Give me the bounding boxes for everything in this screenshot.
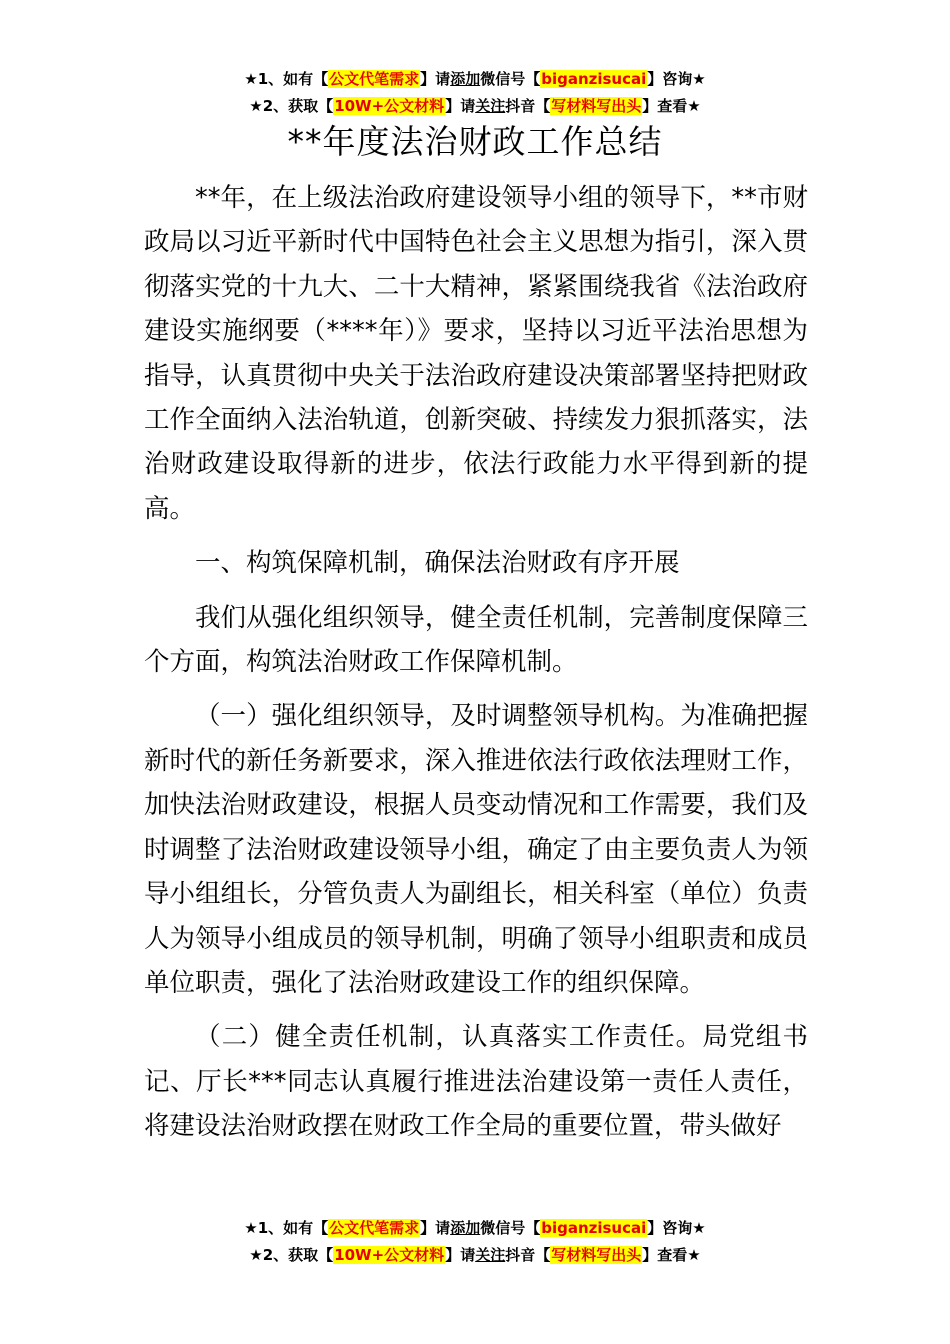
paragraph-intro: **年，在上级法治政府建设领导小组的领导下，**市财政局以习近平新时代中国特色社会主义思想为指引，深入贯彻落实党的十九大、二十大精神，紧紧围绕我省《法治政府建设实施纲要（****年）》要求，坚持以习近平法治思想为指导，认真贯彻中央关于法治政府建设决策部署坚持把财政工作全面纳入法治轨道，创新突破、持续发力狠抓落实，法治财政建设取得新的进步，依法行政能力水平得到新的提高。 <box>144 183 808 524</box>
top-banner <box>0 66 950 120</box>
banner-line-1: ★1、如有【公文代笔需求】请添加微信号【biganzisucai】咨询★ <box>244 70 706 88</box>
banner-line-1: ★1、如有【公文代笔需求】请添加微信号【biganzisucai】咨询★ <box>244 1219 706 1237</box>
document-title: **年度法治财政工作总结 <box>287 122 663 161</box>
document-body <box>144 176 808 1159</box>
highlight-materials: 10W+公文材料 <box>334 97 445 115</box>
paragraph-section-1-summary: 我们从强化组织领导，健全责任机制，完善制度保障三个方面，构筑法治财政工作保障机制。 <box>144 602 808 678</box>
paragraph-subsection-1: （一）强化组织领导，及时调整领导机构。为准确把握新时代的新任务新要求，深入推进依法行政依法理财工作，加快法治财政建设，根据人员变动情况和工作需要，我们及时调整了法治财政建设领导小组，确定了由主要负责人为领导小组组长，分管负责人为副组长，相关科室（单位）负责人为领导小组成员的领导机制，明确了领导小组职责和成员单位职责，强化了法治财政建设工作的组织保障。 <box>144 701 808 998</box>
paragraph-subsection-2: （二）健全责任机制，认真落实工作责任。局党组书记、厅长***同志认真履行推进法治建设第一责任人责任，将建设法治财政摆在财政工作全局的重要位置，带头做好 <box>144 1022 808 1142</box>
banner-line-2: ★2、获取【10W+公文材料】请关注抖音【写材料写出头】查看★ <box>249 97 701 115</box>
highlight-wechat-id: biganzisucai <box>541 1219 647 1237</box>
banner-line-2: ★2、获取【10W+公文材料】请关注抖音【写材料写出头】查看★ <box>249 1246 701 1264</box>
heading-section-1: 一、构筑保障机制，确保法治财政有序开展 <box>195 548 680 579</box>
highlight-ghostwriting: 公文代笔需求 <box>329 1219 420 1237</box>
highlight-wechat-id: biganzisucai <box>541 70 647 88</box>
highlight-douyin: 写材料写出头 <box>551 1246 642 1264</box>
highlight-materials: 10W+公文材料 <box>334 1246 445 1264</box>
bottom-banner <box>0 1215 950 1269</box>
highlight-douyin: 写材料写出头 <box>551 97 642 115</box>
highlight-ghostwriting: 公文代笔需求 <box>329 70 420 88</box>
